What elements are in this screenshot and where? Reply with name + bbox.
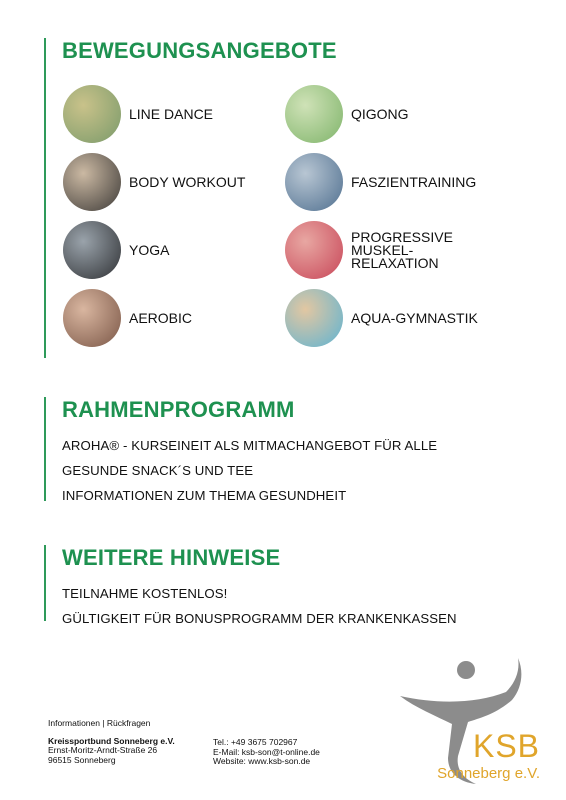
aqua-gymnastik-photo — [285, 289, 343, 347]
offer-item — [285, 152, 505, 212]
offer-label: BODY WORKOUT — [129, 173, 246, 190]
offers-section — [44, 38, 542, 358]
frame-program-item: AROHA® - KURSEINEIT ALS MITMACHANGEBOT FÜR ALLE — [62, 438, 438, 453]
offers-grid — [63, 84, 523, 356]
ksb-logo — [396, 652, 556, 792]
body-workout-photo — [63, 153, 121, 211]
offer-item — [63, 84, 283, 144]
offer-label: AQUA-GYMNASTIK — [351, 309, 478, 326]
footer-web: Website: www.ksb-son.de — [213, 756, 311, 766]
logo-ksb-text: KSB — [472, 728, 540, 764]
footer-contact — [213, 738, 320, 767]
offers-title: BEWEGUNGSANGEBOTE — [62, 38, 337, 63]
offer-label: AEROBIC — [129, 309, 193, 326]
frame-program-item: INFORMATIONEN ZUM THEMA GESUNDHEIT — [62, 488, 347, 503]
notes-section — [44, 545, 542, 626]
relaxation-photo — [285, 221, 343, 279]
offer-label: LINE DANCE — [129, 105, 214, 122]
offer-label: PROGRESSIVE MUSKEL- RELAXATION — [351, 228, 453, 271]
offer-label: FASZIENTRAINING — [351, 173, 477, 190]
offer-item — [285, 84, 505, 144]
footer-address — [48, 719, 175, 765]
frame-program-title: RAHMENPROGRAMM — [62, 397, 295, 422]
frame-program-section — [44, 397, 542, 501]
qigong-photo — [285, 85, 343, 143]
footer-tel: Tel.: +49 3675 702967 — [213, 737, 298, 747]
note-item: TEILNAHME KOSTENLOS! — [62, 586, 228, 601]
note-item: GÜLTIGKEIT FÜR BONUSPROGRAMM DER KRANKENKASSEN — [62, 611, 457, 626]
notes-list — [62, 581, 542, 631]
offer-item — [285, 220, 505, 280]
footer-heading: Informationen | Rückfragen — [48, 718, 151, 728]
offer-item — [63, 288, 283, 348]
line-dance-photo — [63, 85, 121, 143]
faszientraining-photo — [285, 153, 343, 211]
footer-email: E-Mail: ksb-son@t-online.de — [213, 746, 320, 757]
logo-sub-text: Sonneberg e.V. — [437, 765, 540, 782]
footer-org: Kreissportbund Sonneberg e.V. — [48, 735, 175, 746]
offer-item — [63, 152, 283, 212]
offer-label: QIGONG — [351, 105, 409, 122]
yoga-photo — [63, 221, 121, 279]
footer-street: Ernst-Moritz-Arndt-Straße 26 — [48, 745, 158, 755]
offer-item — [63, 220, 283, 280]
frame-program-item: GESUNDE SNACK´S UND TEE — [62, 463, 254, 478]
offer-label: YOGA — [129, 241, 170, 258]
frame-program-list — [62, 433, 542, 508]
footer-city: 96515 Sonneberg — [48, 754, 116, 765]
notes-title: WEITERE HINWEISE — [62, 545, 281, 570]
aerobic-photo — [63, 289, 121, 347]
offer-item — [285, 288, 505, 348]
